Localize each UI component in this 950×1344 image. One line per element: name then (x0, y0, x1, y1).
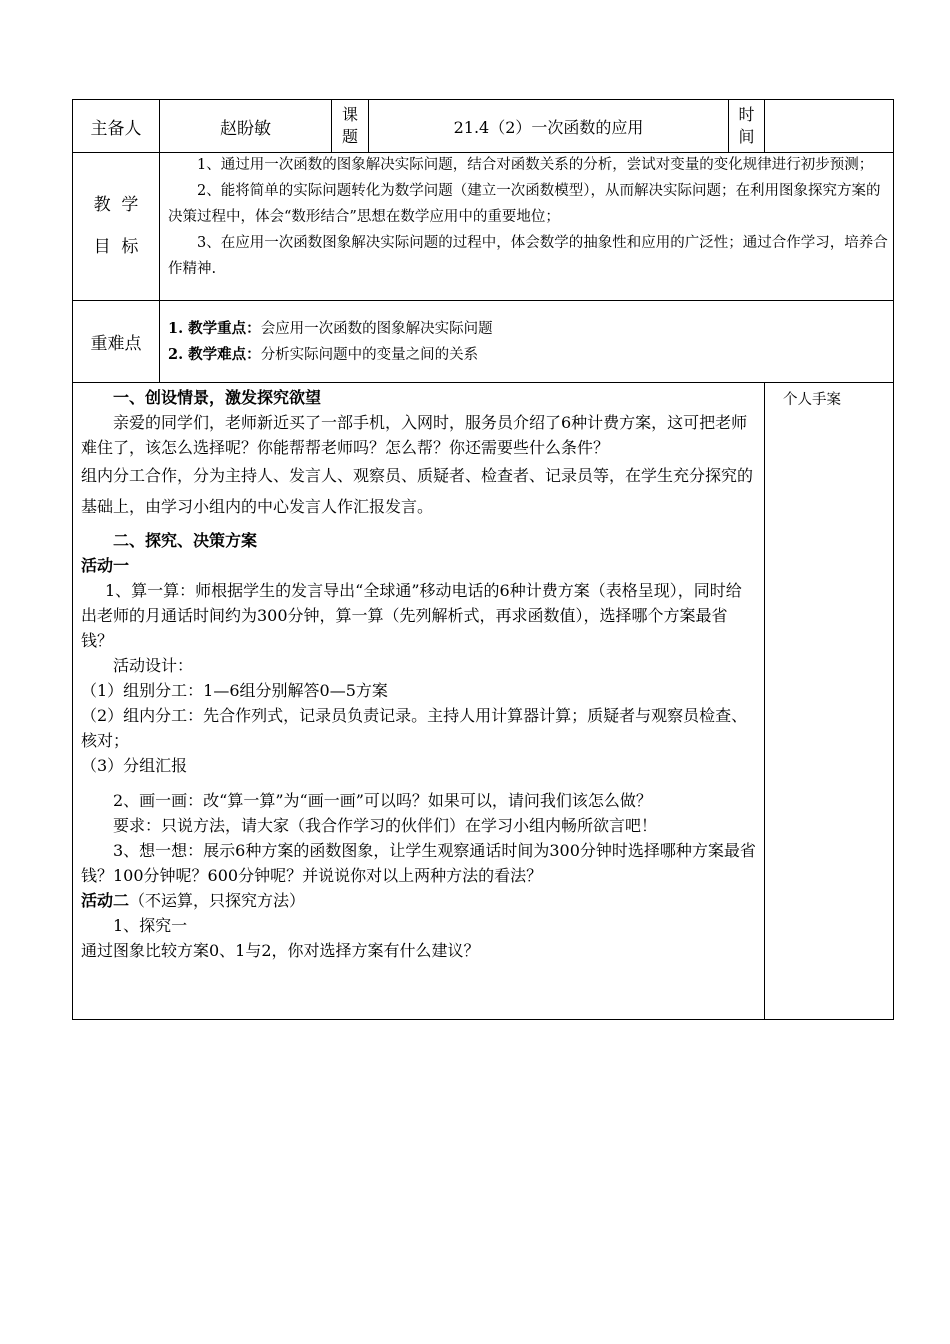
activity1-paragraph-3: 要求：只说方法，请大家（我合作学习的伙伴们）在学习小组内畅所欲言吧！ (113, 816, 658, 835)
topic-label-cell (332, 100, 369, 152)
teaching-focus-label: 1. 教学重点： (168, 320, 261, 337)
personal-notes-label: 个人手案 (783, 392, 841, 408)
goals-content-cell (160, 152, 893, 300)
goals-row (73, 152, 893, 301)
personal-notes-cell (765, 382, 893, 1019)
topic-label-1: 课 (341, 105, 358, 124)
activity2-title: 活动二 (81, 891, 130, 910)
topic-title: 21.4（2）一次函数的应用 (453, 117, 644, 137)
key-points-label-cell (73, 300, 160, 382)
key-points-row (73, 300, 893, 383)
activity1-step-3: （3）分组汇报 (81, 756, 188, 775)
section1-paragraph-2: 组内分工合作，分为主持人、发言人、观察员、质疑者、检查者、记录员等，在学生充分探究的基础上，由学习小组内的中心发言人作汇报发言。 (81, 466, 754, 516)
goal-item-3: 3、在应用一次函数图象解决实际问题的过程中，体会数学的抽象性和应用的广泛性；通过合作学习，培养合作精神. (168, 235, 888, 277)
topic-cell (369, 100, 729, 152)
activity1-step-2: （2）组内分工：先合作列式，记录员负责记录。主持人用计算器计算；质疑者与观察员检查、核对； (81, 706, 748, 750)
key-points-label: 重难点 (90, 333, 142, 354)
activity1-paragraph-1: 1、算一算：师根据学生的发言导出“全球通”移动电话的6种计费方案（表格呈现），同时给出老师的月通话时间约为300分钟，算一算（先列解析式，再求函数值），选择哪个方案最省钱？ (81, 581, 742, 650)
header-row (73, 100, 893, 153)
preparer-label: 主备人 (90, 118, 142, 139)
key-points-content-cell (160, 300, 893, 382)
section2-title: 二、探究、决策方案 (113, 531, 258, 550)
goals-label-2: 目 标 (93, 237, 139, 257)
activity2-note: （不运算，只探究方法） (129, 891, 306, 910)
section1-paragraph-1: 亲爱的同学们，老师新近买了一部手机，入网时，服务员介绍了6种计费方案，这可把老师难住了，该怎么选择呢？你能帮帮老师吗？怎么帮？你还需要些什么条件？ (81, 413, 748, 457)
activity1-design-label: 活动设计： (113, 656, 194, 675)
topic-label-2: 题 (341, 127, 358, 146)
activity1-paragraph-2: 2、画一画：改“算一算”为“画一画”可以吗？如果可以，请问我们该怎么做？ (113, 791, 652, 810)
preparer-cell (160, 100, 332, 152)
goals-label-1: 教 学 (93, 195, 139, 215)
goal-item-2: 2、能将简单的实际问题转化为数学问题（建立一次函数模型），从而解决实际问题；在利用图象探究方案的决策过程中，体会“数形结合”思想在数学应用中的重要地位； (168, 183, 881, 225)
activity1-step-1: （1）组别分工：1—6组分别解答0—5方案 (81, 681, 388, 700)
teaching-difficulty-label: 2. 教学难点： (168, 346, 261, 363)
body-content-cell (73, 382, 765, 1019)
activity1-title: 活动一 (81, 556, 130, 575)
preparer-name: 赵盼敏 (220, 118, 271, 139)
time-label-1: 时 (738, 105, 755, 124)
activity2-paragraph-2: 通过图象比较方案0、1与2，你对选择方案有什么建议？ (81, 941, 480, 960)
section1-title: 一、创设情景，激发探究欲望 (113, 388, 322, 407)
teaching-focus-text: 会应用一次函数的图象解决实际问题 (260, 321, 493, 337)
lesson-plan-table (72, 99, 894, 1020)
time-value-cell (765, 100, 893, 152)
preparer-label-cell (73, 100, 160, 152)
teaching-difficulty-text: 分析实际问题中的变量之间的关系 (260, 347, 479, 363)
activity2-paragraph-1: 1、探究一 (113, 916, 188, 935)
activity1-paragraph-4: 3、想一想：展示6种方案的函数图象，让学生观察通话时间为300分钟时选择哪种方案最省钱？100分钟呢？600分钟呢？并说说你对以上两种方法的看法？ (81, 841, 756, 885)
time-label-cell (729, 100, 765, 152)
teaching-difficulty (168, 342, 893, 368)
teaching-focus (168, 316, 893, 342)
body-row (73, 382, 893, 1019)
goal-item-1: 1、通过用一次函数的图象解决实际问题，结合对函数关系的分析，尝试对变量的变化规律进行初步预测； (197, 157, 874, 173)
time-label-2: 间 (738, 127, 755, 146)
goals-label-cell (73, 152, 160, 300)
